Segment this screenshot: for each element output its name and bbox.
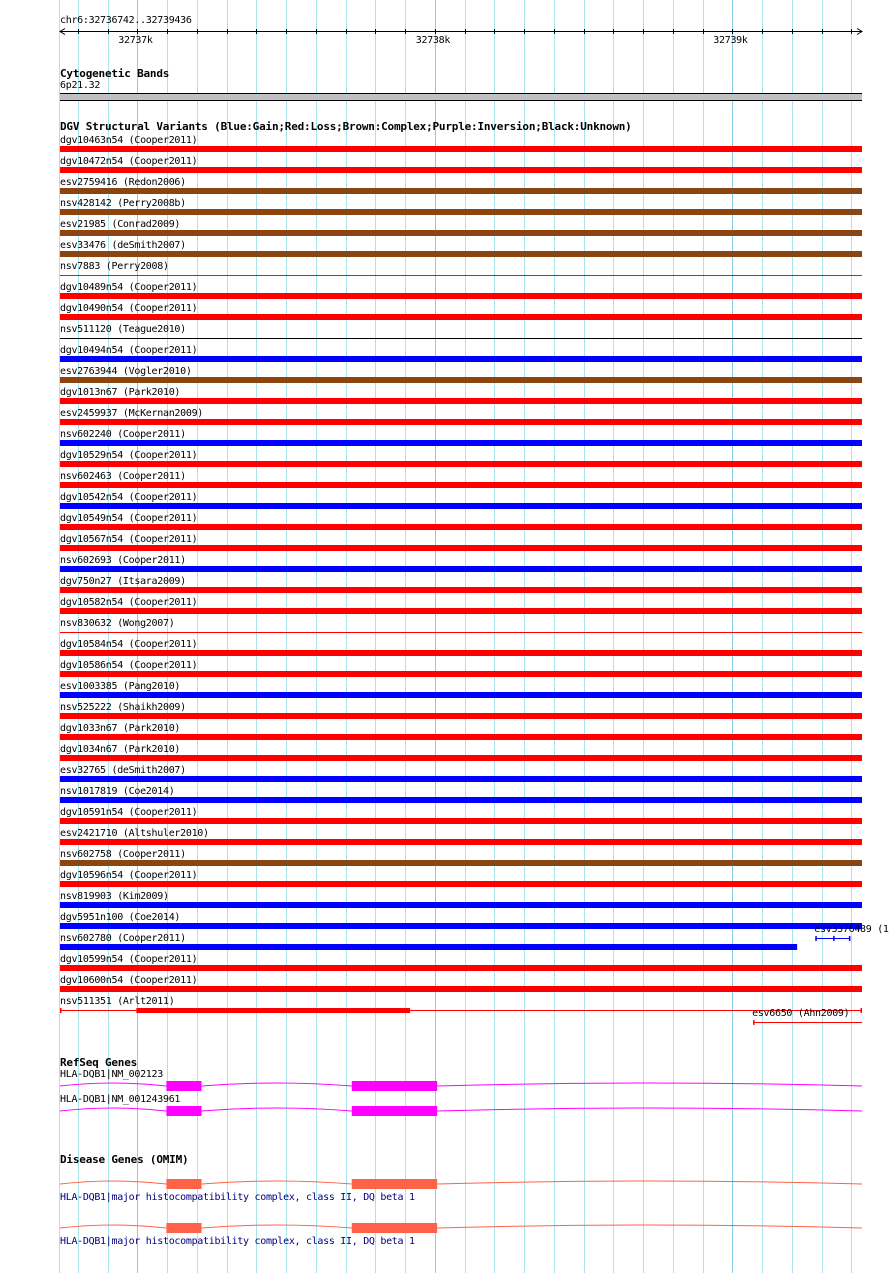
variant-bar: [60, 293, 862, 299]
variant-bar: [60, 398, 862, 404]
variant-bar: [60, 566, 862, 572]
variant-end-cap: [815, 936, 817, 941]
variant-bar: [60, 503, 862, 509]
variant-label[interactable]: nsv7883 (Perry2008): [60, 261, 169, 272]
variant-label[interactable]: esv6650 (Ahn2009): [752, 1008, 850, 1019]
variant-label[interactable]: dgv10584n54 (Cooper2011): [60, 639, 198, 650]
ruler-major-label: 32738k: [415, 35, 451, 46]
variant-label[interactable]: dgv10463n54 (Cooper2011): [60, 135, 198, 146]
variant-label[interactable]: dgv10582n54 (Cooper2011): [60, 597, 198, 608]
variant-label[interactable]: dgv5951n100 (Coe2014): [60, 912, 181, 923]
omim-gene-label[interactable]: HLA-DQB1|major histocompatibility complex, class II, DQ beta 1: [60, 1192, 415, 1203]
dgv-track-title[interactable]: DGV Structural Variants (Blue:Gain;Red:Loss;Brown:Complex;Purple:Inversion;Black:Unknown): [60, 120, 632, 133]
variant-end-cap: [849, 936, 851, 941]
refseq-track-title[interactable]: RefSeq Genes: [60, 1056, 138, 1069]
variant-end-cap: [861, 1008, 863, 1013]
cytoband-bar: [60, 93, 862, 100]
variant-bar: [60, 461, 862, 467]
variant-label[interactable]: dgv10494n54 (Cooper2011): [60, 345, 198, 356]
refseq-gene-label[interactable]: HLA-DQB1|NM_002123: [60, 1069, 163, 1080]
variant-label[interactable]: dgv1013n67 (Park2010): [60, 387, 181, 398]
variant-bar: [60, 356, 862, 362]
variant-bar: [60, 818, 862, 824]
variant-bar: [60, 587, 862, 593]
variant-label[interactable]: dgv10490n54 (Cooper2011): [60, 303, 198, 314]
variant-bar: [60, 965, 862, 971]
ruler-major-label: 32737k: [118, 35, 153, 46]
cytoband-label: 6p21.32: [60, 80, 101, 91]
variant-bar: [60, 314, 862, 320]
variant-label[interactable]: nsv428142 (Perry2008b): [60, 198, 186, 209]
gene-exon: [352, 1223, 437, 1233]
variant-bar: [60, 230, 862, 236]
variant-label[interactable]: nsv525222 (Shaikh2009): [60, 702, 186, 713]
variant-label[interactable]: dgv1033n67 (Park2010): [60, 723, 181, 734]
variant-bar: [60, 440, 862, 446]
variant-label[interactable]: dgv750n27 (Itsara2009): [60, 576, 186, 587]
variant-label[interactable]: nsv602693 (Cooper2011): [60, 555, 186, 566]
variant-label[interactable]: esv2763944 (Vogler2010): [60, 366, 192, 377]
gene-exon: [166, 1179, 201, 1189]
variant-label[interactable]: dgv10549n54 (Cooper2011): [60, 513, 198, 524]
variant-bar: [60, 902, 862, 908]
variant-bar: [60, 524, 862, 530]
variant-end-cap: [753, 1020, 755, 1025]
region-label: chr6:32736742..32739436: [60, 15, 192, 26]
variant-label[interactable]: nsv830632 (Wong2007): [60, 618, 175, 629]
variant-bar: [60, 944, 797, 950]
variant-bar: [60, 545, 862, 551]
ruler-major-label: 32739k: [713, 35, 748, 46]
variant-bar: [60, 146, 862, 152]
variant-label[interactable]: esv21985 (Conrad2009): [60, 219, 181, 230]
variant-bar: [60, 713, 862, 719]
variant-bar: [60, 881, 862, 887]
variant-bar: [60, 650, 862, 656]
variant-bar: [60, 839, 862, 845]
omim-track-title[interactable]: Disease Genes (OMIM): [60, 1153, 189, 1166]
gene-exon: [166, 1081, 201, 1091]
variant-label[interactable]: dgv10600n54 (Cooper2011): [60, 975, 198, 986]
gene-exon: [352, 1106, 437, 1116]
variant-label[interactable]: dgv10542n54 (Cooper2011): [60, 492, 198, 503]
variant-label[interactable]: dgv10586n54 (Cooper2011): [60, 660, 198, 671]
variant-label[interactable]: dgv10596n54 (Cooper2011): [60, 870, 198, 881]
variant-label[interactable]: nsv602240 (Cooper2011): [60, 429, 186, 440]
variant-label[interactable]: esv2421710 (Altshuler2010): [60, 828, 209, 839]
variant-bar: [60, 797, 862, 803]
gene-exon: [166, 1223, 201, 1233]
variant-label[interactable]: dgv1034n67 (Park2010): [60, 744, 181, 755]
variant-label[interactable]: esv1003385 (Pang2010): [60, 681, 181, 692]
variant-bar: [60, 755, 862, 761]
variant-bar: [60, 986, 862, 992]
variant-bar: [60, 923, 862, 929]
variant-label[interactable]: dgv10591n54 (Cooper2011): [60, 807, 198, 818]
cytoband-track-title[interactable]: Cytogenetic Bands: [60, 67, 170, 80]
variant-tick: [833, 936, 835, 941]
gene-exon: [166, 1106, 201, 1116]
variant-bar: [60, 671, 862, 677]
variant-bar: [60, 419, 862, 425]
variant-bar: [60, 188, 862, 194]
variant-label[interactable]: dgv10472n54 (Cooper2011): [60, 156, 198, 167]
gene-exon: [352, 1179, 437, 1189]
variant-label[interactable]: esv32765 (deSmith2007): [60, 765, 186, 776]
variant-label[interactable]: dgv10599n54 (Cooper2011): [60, 954, 198, 965]
refseq-gene-label[interactable]: HLA-DQB1|NM_001243961: [60, 1094, 181, 1105]
variant-bar: [60, 776, 862, 782]
variant-bar: [60, 482, 862, 488]
variant-bar: [60, 860, 862, 866]
variant-bar: [60, 251, 862, 257]
variant-thick-segment: [136, 1008, 410, 1013]
variant-label[interactable]: dgv10567n54 (Cooper2011): [60, 534, 198, 545]
variant-bar: [60, 734, 862, 740]
gene-exon: [352, 1081, 437, 1091]
variant-bar: [60, 377, 862, 383]
variant-bar: [60, 209, 862, 215]
variant-label[interactable]: nsv602758 (Cooper2011): [60, 849, 186, 860]
variant-bar: [60, 167, 862, 173]
variant-label[interactable]: esv2459937 (McKernan2009): [60, 408, 204, 419]
variant-bar: [60, 692, 862, 698]
variant-end-cap: [60, 1008, 62, 1013]
omim-gene-label[interactable]: HLA-DQB1|major histocompatibility complex, class II, DQ beta 1: [60, 1236, 415, 1247]
variant-bar: [60, 608, 862, 614]
variant-label[interactable]: esv2759416 (Redon2006): [60, 177, 186, 188]
variant-label[interactable]: nsv819903 (Kim2009): [60, 891, 169, 902]
variant-label[interactable]: nsv602780 (Cooper2011): [60, 933, 186, 944]
variant-label[interactable]: nsv602463 (Cooper2011): [60, 471, 186, 482]
variant-label[interactable]: esv33476 (deSmith2007): [60, 240, 186, 251]
variant-label[interactable]: esv3376489 (1: [814, 924, 889, 935]
variant-label[interactable]: dgv10529n54 (Cooper2011): [60, 450, 198, 461]
variant-label[interactable]: dgv10489n54 (Cooper2011): [60, 282, 198, 293]
variant-label[interactable]: nsv511120 (Teague2010): [60, 324, 186, 335]
variant-label[interactable]: nsv511351 (Arlt2011): [60, 996, 175, 1007]
variant-label[interactable]: nsv1017819 (Coe2014): [60, 786, 175, 797]
